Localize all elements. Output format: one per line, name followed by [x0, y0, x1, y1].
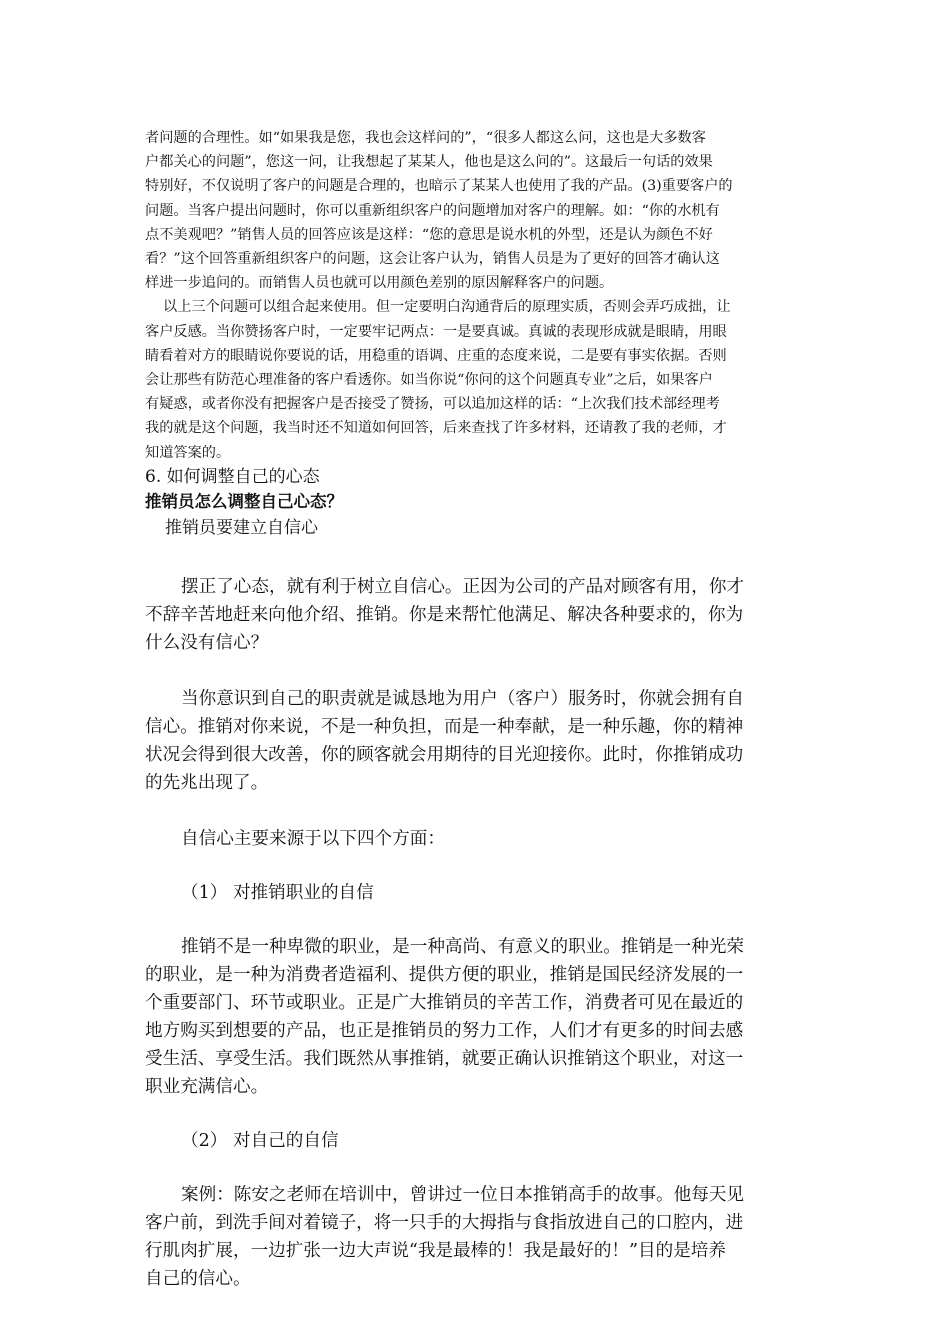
- text-line: 会让那些有防范心理准备的客户看透你。如当你说“你问的这个问题真专业”之后，如果客户: [145, 372, 713, 389]
- sub-heading: 推销员要建立自信心: [165, 517, 318, 538]
- text-line: 摆正了心态，就有利于树立自信心。正因为公司的产品对顾客有用，你才: [181, 576, 745, 597]
- text-line: 不辞辛苦地赶来向他介绍、推销。你是来帮忙他满足、解决各种要求的，你为: [145, 604, 744, 625]
- attitude-paragraph: [145, 573, 810, 657]
- document-page: [145, 126, 810, 1293]
- text-line: 状况会得到很大改善，你的顾客就会用期待的目光迎接你。此时，你推销成功: [145, 744, 744, 765]
- text-line: 有疑惑，或者你没有把握客户是否接受了赞扬，可以追加这样的话：“上次我们技术部经理考: [145, 396, 720, 413]
- text-line: 者问题的合理性。如“如果我是您，我也会这样问的”，“很多人都这么问，这也是大多数客: [145, 130, 706, 146]
- text-line: 看？”这个回答重新组织客户的问题，这会让客户认为，销售人员是为了更好的回答才确认这: [145, 251, 720, 268]
- item2-heading: （2） 对自己的自信: [181, 1130, 339, 1151]
- text-line: 知道答案的。: [145, 444, 231, 461]
- text-line: 点不美观吧？”销售人员的回答应该是这样：“您的意思是说水机的外型，还是认为颜色不好: [145, 226, 713, 243]
- bold-heading: 推销员怎么调整自己心态？: [145, 491, 343, 511]
- text-line: 自信心主要来源于以下四个方面：: [181, 828, 445, 849]
- text-line: 客户反感。当你赞扬客户时，一定要牢记两点：一是要真诚。真诚的表现形成就是眼睛，用眼: [145, 323, 727, 340]
- text-line: 个重要部门、环节或职业。正是广大推销员的辛苦工作，消费者可见在最近的: [145, 992, 744, 1013]
- case-paragraph: [145, 1181, 810, 1293]
- text-line: 案例：陈安之老师在培训中，曾讲过一位日本推销高手的故事。他每天见: [181, 1184, 745, 1205]
- item2-heading-block: [145, 1127, 810, 1155]
- item1-heading-block: [145, 879, 810, 907]
- career-paragraph: [145, 933, 810, 1101]
- text-line: 受生活、享受生活。我们既然从事推销，就要正确认识推销这个职业，对这一: [145, 1048, 744, 1069]
- text-line: 当你意识到自己的职责就是诚恳地为用户（客户）服务时，你就会拥有自: [181, 688, 745, 709]
- text-line: 的先兆出现了。: [145, 772, 269, 793]
- text-line: 推销不是一种卑微的职业，是一种高尚、有意义的职业。推销是一种光荣: [181, 936, 745, 957]
- text-line: 职业充满信心。: [145, 1076, 269, 1097]
- section-heading: 6. 如何调整自己的心态: [145, 466, 320, 487]
- combine-paragraph: [145, 295, 810, 464]
- text-line: 的职业，是一种为消费者造福利、提供方便的职业，推销是国民经济发展的一: [145, 964, 744, 985]
- text-line: 我的就是这个问题，我当时还不知道如何回答，后来查找了许多材料，还请教了我的老师，才: [145, 420, 727, 437]
- text-line: 睛看着对方的眼睛说你要说的话，用稳重的语调、庄重的态度来说，二是要有事实依据。否则: [145, 347, 727, 364]
- text-line: 以上三个问题可以组合起来使用。但一定要明白沟通背后的原理实质，否则会弄巧成拙，让: [163, 299, 731, 316]
- text-line: 什么没有信心？: [145, 632, 269, 653]
- text-line: 客户前，到洗手间对着镜子，将一只手的大拇指与食指放进自己的口腔内，进: [145, 1212, 744, 1233]
- text-line: 户都关心的问题”，您这一问，让我想起了某某人，他也是这么问的”。这最后一句话的效果: [145, 154, 713, 171]
- text-line: 问题。当客户提出问题时，你可以重新组织客户的问题增加对客户的理解。如：“你的水机有: [145, 202, 720, 219]
- text-line: 地方购买到想要的产品，也正是推销员的努力工作，人们才有更多的时间去感: [145, 1020, 744, 1041]
- text-line: 信心。推销对你来说，不是一种负担，而是一种奉献，是一种乐趣，你的精神: [145, 716, 744, 737]
- text-line: 自己的信心。: [145, 1268, 251, 1289]
- text-line: 特别好，不仅说明了客户的问题是合理的，也暗示了某某人也使用了我的产品。(3)重要客户的: [145, 178, 733, 195]
- sources-paragraph: [145, 825, 810, 853]
- text-line: 行肌肉扩展，一边扩张一边大声说“我是最棒的！我是最好的！”目的是培养: [145, 1240, 726, 1261]
- intro-paragraph: [145, 126, 810, 295]
- text-line: 样进一步追问的。而销售人员也就可以用颜色差别的原因解释客户的问题。: [145, 275, 614, 292]
- duty-paragraph: [145, 685, 810, 797]
- item1-heading: （1） 对推销职业的自信: [181, 882, 374, 903]
